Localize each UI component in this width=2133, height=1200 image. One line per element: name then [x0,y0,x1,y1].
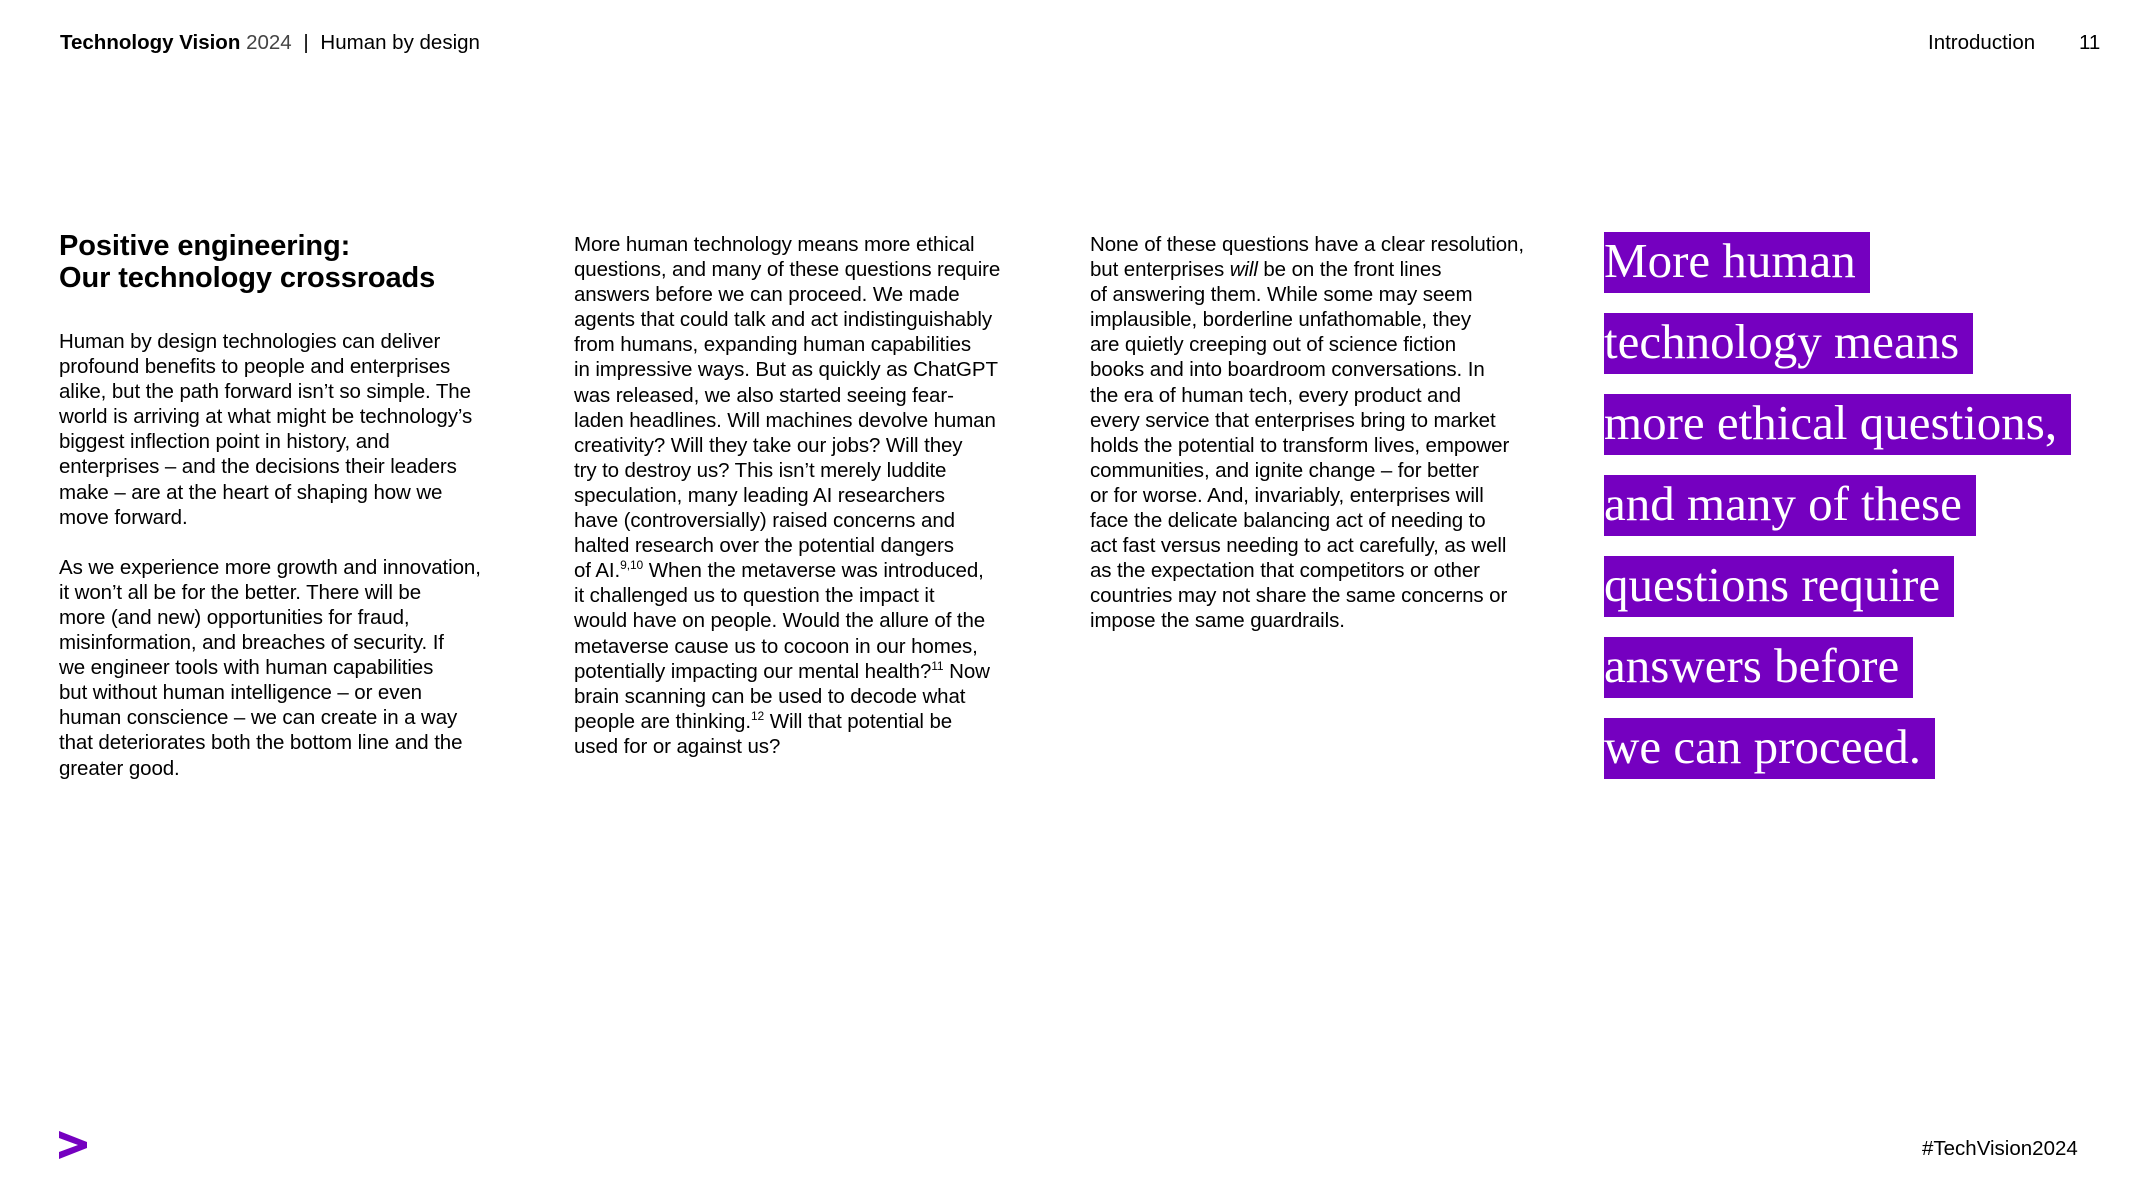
body-paragraph [1090,232,1580,634]
pull-quote [1604,232,2104,799]
header-separator: | [303,31,309,54]
pull-quote-line: and many of these [1604,475,1976,536]
emphasized-word: will [1229,258,1258,282]
body-paragraph: As we experience more growth and innovation, it won’t all be for the better. There will be more (and new) opportunities for fraud, misinformation, and breaches of security. If we engineer tools with human capabilities but without human intelligence – or even human conscience – we can create in a way that deteriorates both the bottom line and the greater good. [59,555,481,780]
column-1 [59,230,549,781]
text-segment: Now brain scanning can be used to decode what people are thinking. [574,659,990,733]
footnote-reference: 12 [750,708,765,723]
column-3 [1090,232,1580,634]
section-label: Introduction [1928,31,2036,54]
header-subtitle: Human by design [320,31,480,54]
footer-hashtag: #TechVision2024 [1922,1137,2078,1160]
text-segment: None of these questions have a clear resolution, but enterprises [1090,233,1524,282]
pull-quote-line: questions require [1604,556,1954,617]
column-2 [574,232,1064,759]
footnote-reference: 9,10 [620,558,644,573]
body-paragraph: Human by design technologies can deliver profound benefits to people and enterprises alike, but the path forward isn’t so simple. The world is arriving at what might be technology’s biggest inflection point in history, and enterprises – and the decisions their leaders make – are at the heart of shaping how we move forward. [59,330,473,529]
pull-quote-line: more ethical questions, [1604,394,2071,455]
footnote-reference: 11 [931,658,944,673]
header-year: 2024 [246,31,292,54]
text-segment: When the metaverse was introduced, it challenged us to question the impact it would have on people. Would the allure of the metaverse cause us to cocoon in our homes, potentially impacting our mental health? [574,559,986,683]
text-segment: More human technology means more ethical questions, and many of these questions require answers before we can proceed. We made agents that could talk and act indistinguishably from humans, expanding human capabilities in impressive ways. But as quickly as ChatGPT was released, we also started seeing fear- laden headlines. Will machines devolve human creativity? Will they take our jobs? Will they try to destroy us? This isn’t merely luddite speculation, many leading AI researchers have (controversially) raised concerns and halted research over the potential dangers of AI. [574,233,1001,583]
pull-quote-line: answers before [1604,637,1913,698]
header-brand: Technology Vision [60,31,241,54]
text-segment: Will that potential be used for or against us? [574,709,953,758]
pull-quote-line: we can proceed. [1604,718,1935,779]
document-header [60,29,480,57]
pull-quote-line: More human [1604,232,1870,293]
section-heading: Positive engineering: Our technology crossroads [59,230,436,294]
accenture-logo-icon [59,1131,89,1159]
page-number: 11 [2079,31,2101,54]
pull-quote-line: technology means [1604,313,1973,374]
text-segment: be on the front lines of answering them. While some may seem implausible, borderline unfathomable, they are quietly creeping out of science fiction books and into boardroom conversations. In the era of human tech, every product and every service that enterprises bring to market holds the potential to transform lives, empower communities, and ignite change – for better or for worse. And, invariably, enterprises will face the delicate balancing act of needing to act fast versus needing to act carefully, as well as the expectation that competitors or other countries may not share the same concerns or impose the same guardrails. [1090,258,1510,633]
body-paragraph [574,232,1064,759]
